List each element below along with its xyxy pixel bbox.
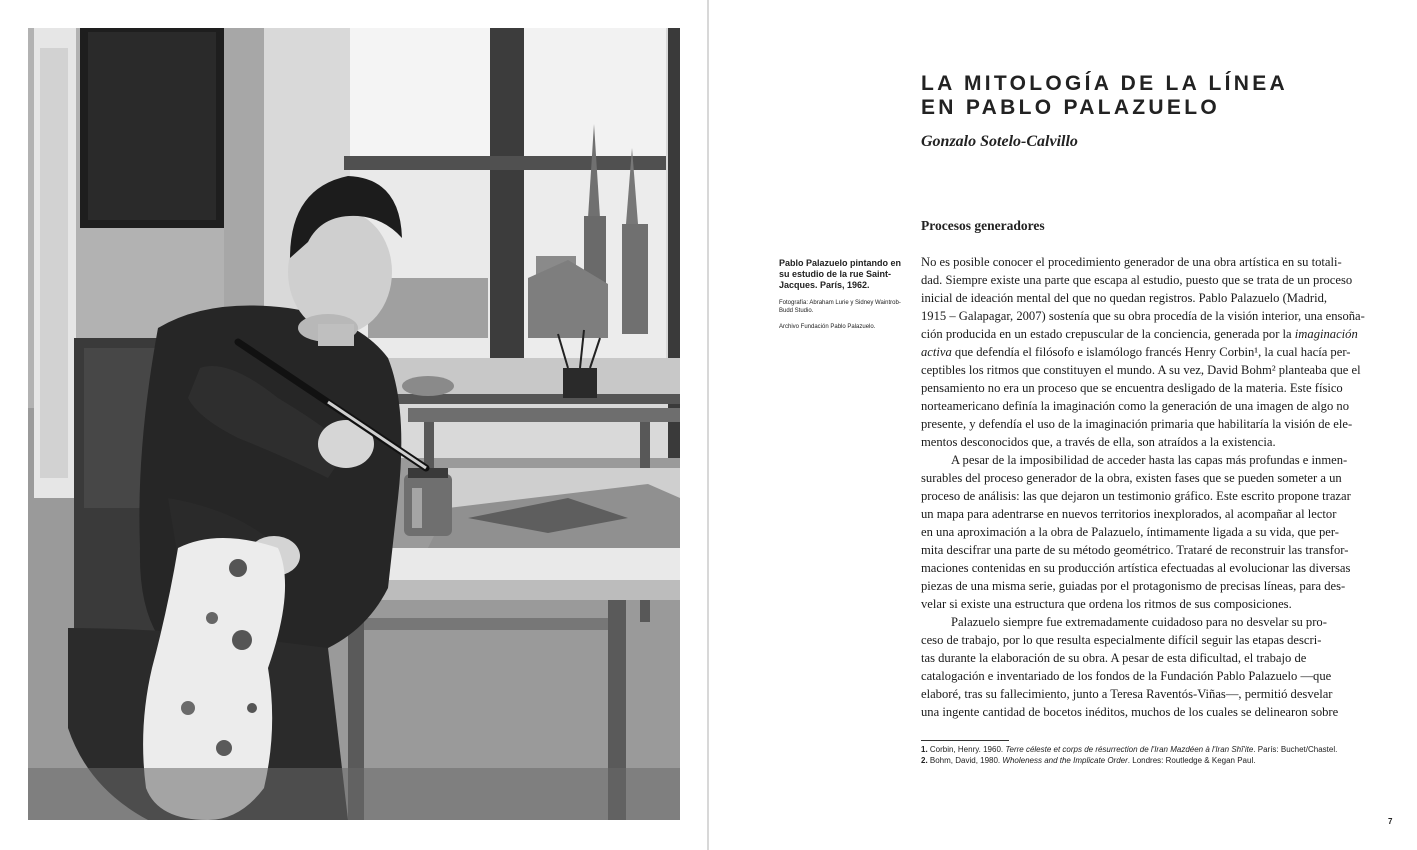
body-line: una ingente cantidad de bocetos inéditos, muchos de los cuales se delinearon sobre <box>921 705 1339 719</box>
title-line-1: LA MITOLOGÍA DE LA LÍNEA <box>921 72 1288 95</box>
body-line: Palazuelo siempre fue extremadamente cuidadoso para no desvelar su pro- <box>951 615 1327 629</box>
caption-main-text: Pablo Palazuelo pintando en su estudio de la rue Saint-Jacques. París, 1962. <box>779 258 902 290</box>
body-line: en una aproximación a la obra de Palazuelo, íntimamente ligada a su vida, que per- <box>921 525 1339 539</box>
caption-archive: Archivo Fundación Pablo Palazuelo. <box>779 324 876 330</box>
page-number: 7 <box>1388 817 1393 826</box>
body-line: tas durante la elaboración de su obra. A pesar de esta dificultad, el trabajo de <box>921 651 1307 665</box>
body-line: mentos desconocidos que, a través de ella, son atraídos a la existencia. <box>921 435 1276 449</box>
body-line <box>921 325 1363 343</box>
footnotes <box>921 744 1351 766</box>
body-line: ceso de trabajo, por lo que resulta especialmente difícil seguir las etapas descri- <box>921 633 1322 647</box>
italic-term: activa <box>921 345 952 359</box>
right-page <box>709 0 1417 850</box>
footnote-title: Wholeness and the Implicate Order <box>1002 756 1128 765</box>
footnote-text: Corbin, Henry. 1960. <box>927 745 1006 754</box>
body-line: proceso de análisis: las que dejaron un testimonio gráfico. Este escrito propone trazar <box>921 489 1351 503</box>
body-line: No es posible conocer el procedimiento generador de una obra artística en su totali- <box>921 255 1342 269</box>
footnote-number: 1. <box>921 745 928 754</box>
footnote-text: . Londres: Routledge & Kegan Paul. <box>1127 756 1256 765</box>
italic-term: imaginación <box>1294 327 1358 341</box>
body-line: catalogación e inventariado de los fondos de la Fundación Pablo Palazuelo —que <box>921 669 1332 683</box>
body-line: ceptibles los ritmos que constituyen el mundo. A su vez, David Bohm² planteaba que el <box>921 363 1361 377</box>
body-line: maciones contenidas en su producción artística efectuadas al evolucionar las diversas <box>921 561 1351 575</box>
body-line: inicial de ideación mental del que no quedan registros. Pablo Palazuelo (Madrid, <box>921 291 1328 305</box>
footnote-divider <box>921 740 1009 741</box>
title-line-2: EN PABLO PALAZUELO <box>921 96 1220 119</box>
footnote-number: 2. <box>921 756 928 765</box>
body-line: mita descifrar una parte de su método geométrico. Trataré de reconstruir las transfor- <box>921 543 1349 557</box>
body-line: velar si existe una estructura que ordena los ritmos de sus composiciones. <box>921 597 1292 611</box>
body-line: norteamericano definía la imaginación como la generación de una imagen de algo no <box>921 399 1350 413</box>
body-line <box>921 343 1363 361</box>
article-author: Gonzalo Sotelo-Calvillo <box>921 133 1078 150</box>
body-line: A pesar de la imposibilidad de acceder hasta las capas más profundas e inmen- <box>951 453 1348 467</box>
section-heading: Procesos generadores <box>921 218 1045 233</box>
body-line: un mapa para adentrarse en nuevos territorios inexplorados, al acompañar al lector <box>921 507 1337 521</box>
body-line: dad. Siempre existe una parte que escapa al estudio, puesto que se trata de un proceso <box>921 273 1353 287</box>
article-title <box>921 72 1288 120</box>
artist-photograph <box>28 28 680 820</box>
body-line: pensamiento no era un proceso que se encuentra desligado de la materia. Este físico <box>921 381 1343 395</box>
footnote-1 <box>921 744 1351 755</box>
footnote-2 <box>921 755 1351 766</box>
footnote-text: . París: Buchet/Chastel. <box>1253 745 1338 754</box>
body-line: presente, y defendía el uso de la imaginación primaria que habilitaría la visión de ele- <box>921 417 1353 431</box>
left-page <box>0 0 708 850</box>
body-line: 1915 – Galapagar, 2007) sostenía que su obra procedía de la visión interior, una ensoña- <box>921 309 1365 323</box>
body-text: ción producida en un estado crepuscular de la conciencia, generada por la <box>921 327 1295 341</box>
article-body <box>921 253 1363 721</box>
caption-photo-credit: Fotografía: Abraham Lurie y Sidney Waintrob-Budd Studio. <box>779 300 901 314</box>
footnote-text: Bohm, David, 1980. <box>927 756 1003 765</box>
footnote-title: Terre céleste et corps de résurrection de l'Iran Mazdéen à l'Iran Shî'ite <box>1005 745 1254 754</box>
body-text: que defendía el filósofo e islamólogo francés Henry Corbin¹, la cual hacía per- <box>951 345 1351 359</box>
body-line: surables del proceso generador de la obra, existen fases que se pueden someter a un <box>921 471 1342 485</box>
body-line: piezas de una misma serie, guiadas por el protagonismo de precisas líneas, para des- <box>921 579 1346 593</box>
photo-caption <box>779 258 907 339</box>
body-line: elaboré, tras su fallecimiento, junto a Teresa Raventós-Viñas—, permitió desvelar <box>921 687 1333 701</box>
